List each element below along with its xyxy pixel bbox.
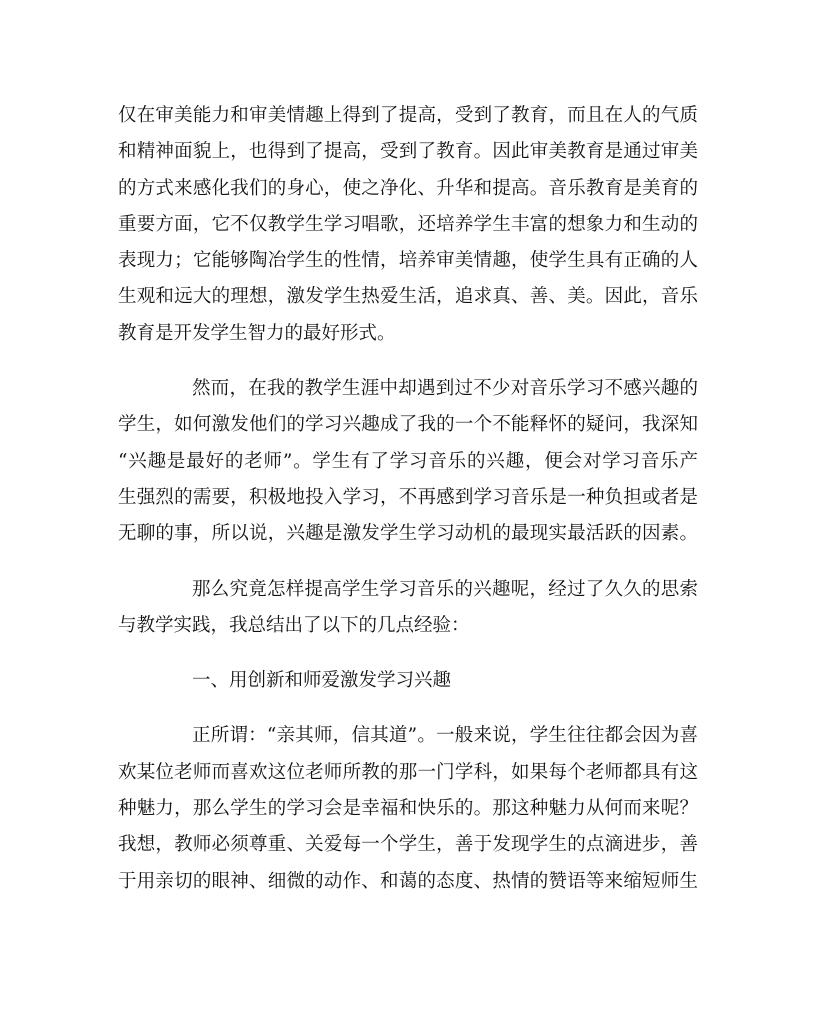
paragraph-aesthetic-education (118, 98, 698, 352)
text-line: 表现力；它能够陶冶学生的性情，培养审美情趣，使学生具有正确的人 (118, 250, 698, 272)
paragraph-interest (118, 371, 698, 552)
text-line: 那么究竟怎样提高学生学习音乐的兴趣呢，经过了久久的思索 (192, 578, 698, 600)
text-line: 种魅力，那么学生的学习会是幸福和快乐的。那这种魅力从何而来呢？ (118, 798, 698, 820)
text-line: 与教学实践，我总结出了以下的几点经验： (118, 614, 470, 636)
text-line: 和精神面貌上，也得到了提高，受到了教育。因此审美教育是通过审美 (118, 141, 698, 163)
text-line: 学生，如何激发他们的学习兴趣成了我的一个不能释怀的疑问，我深知 (118, 414, 698, 436)
text-line: 生强烈的需要，积极地投入学习，不再感到学习音乐是一种负担或者是 (118, 486, 698, 508)
text-line: 生观和远大的理想，激发学生热爱生活，追求真、善、美。因此，音乐 (118, 286, 698, 308)
text-line: 然而，在我的教学生涯中却遇到过不少对音乐学习不感兴趣的 (192, 378, 698, 400)
paragraph-experience (118, 572, 698, 645)
section-heading (118, 663, 698, 699)
text-line: 正所谓：“亲其师，信其道”。一般来说，学生往往都会因为喜 (192, 725, 698, 747)
text-line: 教育是开发学生智力的最好形式。 (118, 322, 396, 344)
heading-text: 一、用创新和师爱激发学习兴趣 (192, 670, 452, 692)
text-line: “兴趣是最好的老师”。学生有了学习音乐的兴趣，便会对学习音乐产 (118, 450, 698, 472)
text-line: 仅在审美能力和审美情趣上得到了提高，受到了教育，而且在人的气质 (118, 105, 698, 126)
text-line: 无聊的事，所以说，兴趣是激发学生学习动机的最现实最活跃的因素。 (118, 523, 698, 545)
text-line: 欢某位老师而喜欢这位老师所教的那一门学科，如果每个老师都具有这 (118, 761, 698, 783)
document-page (118, 98, 698, 900)
text-line: 我想，教师必须尊重、关爱每一个学生，善于发现学生的点滴进步，善 (118, 834, 698, 856)
text-line: 的方式来感化我们的身心，使之净化、升华和提高。音乐教育是美育的 (118, 177, 698, 199)
text-line: 重要方面，它不仅教学生学习唱歌，还培养学生丰富的想象力和生动的 (118, 213, 698, 235)
text-line: 于用亲切的眼神、细微的动作、和蔼的态度、热情的赞语等来缩短师生 (118, 870, 698, 892)
paragraph-teacher-love (118, 718, 698, 899)
